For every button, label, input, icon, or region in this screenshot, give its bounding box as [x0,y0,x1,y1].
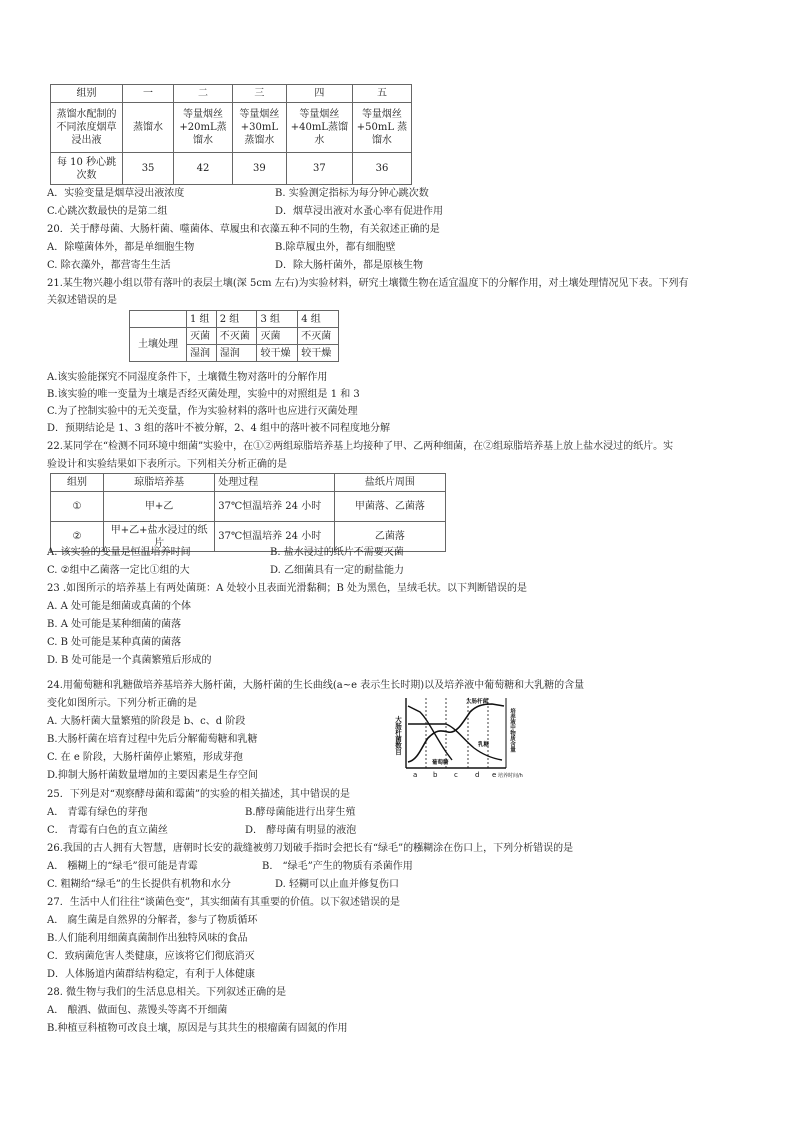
q20-option-a: A．除噬菌体外，都是单细胞生物 [47,242,195,253]
q25-option-a: A． 青霉有绿色的芽孢 [47,807,148,818]
table-cell: 湿润 [187,345,217,362]
q19-option-d: D．烟草浸出液对水蚤心率有促进作用 [275,206,444,217]
q19-option-b: B. 实验测定指标为每分钟心跳次数 [275,188,429,199]
growth-figure-tick-a: a [413,771,418,779]
q28-option-b: B.种植豆科植物可改良土壤，原因是与其共生的根瘤菌有固氮的作用 [47,1023,348,1034]
table-cell: 37℃恒温培养 24 小时 [215,522,335,552]
table-cell: ② [51,522,104,552]
q28-stem: 28. 微生物与我们的生活息息相关。下列叙述正确的是 [47,987,287,998]
q22-stem-cont: 验设计和实验结果如下表所示。下列相关分析正确的是 [47,459,287,470]
growth-curve-figure [392,694,526,784]
table-header-cell: 1 组 [187,311,217,328]
q27-option-a: A． 腐生菌是自然界的分解者，参与了物质循环 [47,915,258,926]
q28-option-a: A． 酿酒、做面包、蒸馒头等离不开细菌 [47,1005,228,1016]
q23-option-a: A. A 处可能是细菌或真菌的个体 [47,601,191,612]
table-cell: 湿润 [216,345,257,362]
table-cell: 不灭菌 [216,328,257,345]
table-cell: 灭菌 [187,328,217,345]
table-header-cell: 五 [352,85,411,103]
growth-figure-tick-c: c [454,771,458,779]
table-cell: 较干燥 [298,345,339,362]
table-header-cell: 3 组 [257,311,298,328]
table-cell: 不灭菌 [298,328,339,345]
table-header-cell: 处理过程 [215,474,335,492]
table-cell: 甲+乙+盐水浸过的纸片 [104,522,215,552]
q24-option-d: D.抑制大肠杆菌数量增加的主要因素是生存空间 [47,770,258,781]
bacteria-experiment-table [50,473,446,552]
q22-option-d: D. 乙细菌具有一定的耐盐能力 [270,565,405,576]
table-cell: 较干燥 [257,345,298,362]
table-cell: 42 [174,153,233,185]
growth-figure-y2label: 培养液中物质含量 [509,708,515,752]
q22-option-a: A. 该实验的变量是恒温培养时间 [47,547,191,558]
table-header-cell: 2 组 [216,311,257,328]
table-cell [130,311,187,328]
q24-option-c: C. 在 e 阶段，大肠杆菌停止繁殖，形成芽孢 [47,752,243,763]
q25-option-c: C． 青霉有白色的直立菌丝 [47,825,168,836]
table-cell: 37℃恒温培养 24 小时 [215,492,335,522]
q21-option-d: D．预期结论是 1、3 组的落叶不被分解，2、4 组中的落叶被不同程度地分解 [47,423,391,434]
growth-figure-tick-e: e [492,771,497,779]
table-cell: 等量烟丝+50mL 蒸馏水 [352,103,411,153]
q23-option-d: D. B 处可能是一个真菌繁殖后形成的 [47,655,212,666]
q27-stem: 27．生活中人们往往“谈菌色变”，其实细菌有其重要的价值。以下叙述错误的是 [47,897,400,908]
q24-option-a: A. 大肠杆菌大量繁殖的阶段是 b、c、d 阶段 [47,716,246,727]
q20-option-d: D．除大肠杆菌外，都是原核生物 [275,260,424,271]
q27-option-c: C．致病菌危害人类健康，应该将它们彻底消灭 [47,951,255,962]
table-header-cell: 三 [233,85,287,103]
table-cell: ① [51,492,104,522]
table-header-cell: 组别 [51,474,104,492]
table-cell: 每 10 秒心跳次数 [51,153,123,185]
q22-stem: 22.某同学在“检测不同环境中细菌”实验中，在①②两组琼脂培养基上均接种了甲、乙两种细菌，在②组琼脂培养基上放上盐水浸过的纸片。实 [47,441,674,452]
table-cell: 等量烟丝+40mL蒸馏水 [286,103,352,153]
q23-option-b: B. A 处可能是某种细菌的菌落 [47,619,182,630]
growth-figure-label-ecoli: 大肠杆菌 [466,699,489,705]
table-header-cell: 组别 [51,85,123,103]
table-header-cell: 琼脂培养基 [104,474,215,492]
table-header-cell: 二 [174,85,233,103]
table-header-cell: 4 组 [298,311,339,328]
table-cell: 36 [352,153,411,185]
q25-option-b: B.酵母菌能进行出芽生殖 [245,807,356,818]
table-header-cell: 四 [286,85,352,103]
q27-option-b: B.人们能利用细菌真菌制作出独特风味的食品 [47,933,248,944]
growth-figure-ylabel: 大肠杆菌数目 [394,716,402,755]
q23-option-c: C. B 处可能是某种真菌的菌落 [47,637,182,648]
table-cell: 等量烟丝+30mL蒸馏水 [233,103,287,153]
heart-rate-table [50,84,412,185]
table-cell: 乙菌落 [334,522,445,552]
q21-option-c: C.为了控制实验中的无关变量，作为实验材料的落叶也应进行灭菌处理 [47,406,358,417]
q20-option-b: B.除草履虫外，都有细胞壁 [275,242,396,253]
table-cell: 蒸馏水配制的不同浓度烟草浸出液 [51,103,123,153]
table-cell: 35 [123,153,174,185]
table-header-cell: 一 [123,85,174,103]
q22-option-c: C. ②组中乙菌落一定比①组的大 [47,565,190,576]
q22-option-b: B. 盐水浸过的纸片不需要灭菌 [270,547,404,558]
q21-option-a: A.该实验能探究不同湿度条件下，土壤微生物对落叶的分解作用 [47,372,328,383]
growth-figure-tick-d: d [475,771,480,779]
q21-option-b: B.该实验的唯一变量为土壤是否经灭菌处理，实验中的对照组是 1 和 3 [47,389,360,400]
table-cell: 39 [233,153,287,185]
q24-stem: 24.用葡萄糖和乳糖做培养基培养大肠杆菌，大肠杆菌的生长曲线(a~e 表示生长时期)以及培养液中葡萄糖和大乳糖的含量 [47,680,585,691]
table-cell: 灭菌 [257,328,298,345]
q24-option-b: B.大肠杆菌在培育过程中先后分解葡萄糖和乳糖 [47,734,258,745]
growth-figure-xlabel: 培养时间/h [498,773,523,779]
growth-figure-label-glucose: 葡萄糖 [432,760,449,766]
q26-option-a: A． 糨糊上的“绿毛”很可能是青霉 [47,861,198,872]
growth-figure-label-lactose: 乳糖 [478,742,490,748]
q19-option-c: C.心跳次数最快的是第二组 [47,206,168,217]
soil-treatment-table [129,310,339,362]
table-cell: 等量烟丝+20mL蒸馏水 [174,103,233,153]
q26-option-b: B． “绿毛”产生的物质有杀菌作用 [262,861,413,872]
q20-stem: 20．关于酵母菌、大肠杆菌、噬菌体、草履虫和衣藻五种不同的生物，有关叙述正确的是 [47,224,440,235]
q24-stem-cont: 变化如图所示。下列分析正确的是 [47,698,197,709]
q20-option-c: C. 除衣藻外，都营寄生生活 [47,260,171,271]
q25-stem: 25．下列是对“观察酵母菌和霉菌”的实验的相关描述，其中错误的是 [47,789,350,800]
table-row-label: 土壤处理 [130,328,187,362]
table-cell: 37 [286,153,352,185]
q26-stem: 26.我国的古人拥有大智慧，唐朝时长安的裁缝被剪刀划破手指时会把长有“绿毛”的糨糊涂在伤口上，下列分析错误的是 [47,843,574,854]
q26-option-d: D. 轻糊可以止血并修复伤口 [275,879,400,890]
q26-option-c: C. 粗糊给“绿毛”的生长提供有机物和水分 [47,879,231,890]
q19-option-a: A．实验变量是烟草浸出液浓度 [47,188,185,199]
q25-option-d: D． 酵母菌有明显的液泡 [245,825,357,836]
table-cell: 蒸馏水 [123,103,174,153]
q23-stem: 23 .如图所示的培养基上有两处菌斑：A 处较小且表面光滑黏稠；B 处为黑色，呈绒毛状。以下判断错误的是 [47,583,528,594]
q21-stem-cont: 关叙述错误的是 [47,295,117,306]
table-cell: 甲菌落、乙菌落 [334,492,445,522]
table-header-cell: 盐纸片周围 [334,474,445,492]
growth-figure-tick-b: b [433,771,438,779]
q21-stem: 21.某生物兴趣小组以带有落叶的表层土壤(深 5cm 左右)为实验材料，研究土壤微生物在适宜温度下的分解作用，对土壤处理情况见下表。下列有 [47,278,689,289]
table-cell: 甲+乙 [104,492,215,522]
q27-option-d: D．人体肠道内菌群结构稳定，有利于人体健康 [47,969,256,980]
